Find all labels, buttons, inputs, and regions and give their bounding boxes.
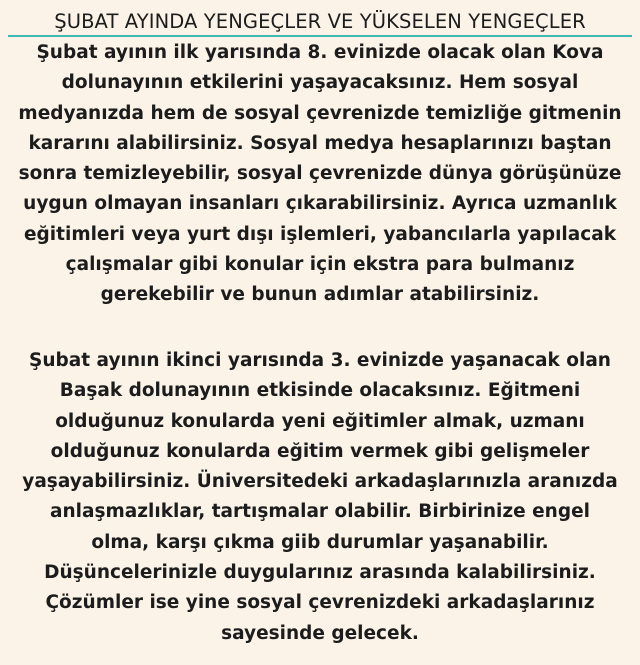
- page-title: ŞUBAT AYINDA YENGEÇLER VE YÜKSELEN YENGEÇLER: [54, 10, 586, 33]
- paragraph-first-half: [0, 38, 640, 311]
- paragraph-second-half: [0, 346, 640, 649]
- paragraph-line: gerekebilir ve bunun adımlar atabilirsiniz.: [100, 284, 540, 306]
- paragraph-line: yaşayabilirsiniz. Üniversitedeki arkadaşlarınızla aranızda: [22, 471, 618, 493]
- title-underline: [8, 35, 632, 37]
- paragraph-line: eğitimleri veya yurt dışı işlemleri, yabancılarla yapılacak: [24, 223, 616, 245]
- paragraph-line: sayesinde gelecek.: [221, 622, 419, 644]
- paragraph-line: olduğunuz konularda eğitim vermek gibi gelişmeler: [50, 440, 590, 462]
- paragraph-line: Düşüncelerinizle duygularınız arasında kalabilirsiniz.: [44, 562, 596, 584]
- paragraph-line: uygun olmayan insanları çıkarabilirsiniz. Ayrıca uzmanlık: [23, 193, 617, 215]
- paragraph-line: Şubat ayının ilk yarısında 8. evinizde olacak olan Kova: [36, 42, 604, 63]
- paragraph-line: medyanızda hem de sosyal çevrenizde temizliğe gitmenin: [18, 102, 622, 124]
- paragraph-line: çalışmalar gibi konular için ekstra para bulmanız: [65, 254, 575, 276]
- paragraph-line: Şubat ayının ikinci yarısında 3. evinizde yaşanacak olan: [29, 350, 611, 371]
- paragraph-line: olma, karşı çıkma giib durumlar yaşanabilir.: [91, 531, 549, 553]
- paragraph-line: Başak dolunayının etkisinde olacaksınız. Eğitmeni: [59, 380, 581, 402]
- paragraph-line: olduğunuz konularda yeni eğitimler almak, uzmanı: [55, 410, 585, 432]
- paragraph-line: Çözümler ise yine sosyal çevrenizdeki arkadaşlarınız: [45, 592, 595, 614]
- paragraph-line: sonra temizleyebilir, sosyal çevrenizde dünya görüşünüze: [18, 163, 622, 185]
- paragraph-line: kararını alabilirsiniz. Sosyal medya hesaplarınızı baştan: [28, 132, 612, 154]
- paragraph-line: dolunayının etkilerini yaşayacaksınız. Hem sosyal: [61, 72, 579, 94]
- paragraph-line: anlaşmazlıklar, tartışmalar olabilir. Birbirinize engel: [50, 501, 590, 523]
